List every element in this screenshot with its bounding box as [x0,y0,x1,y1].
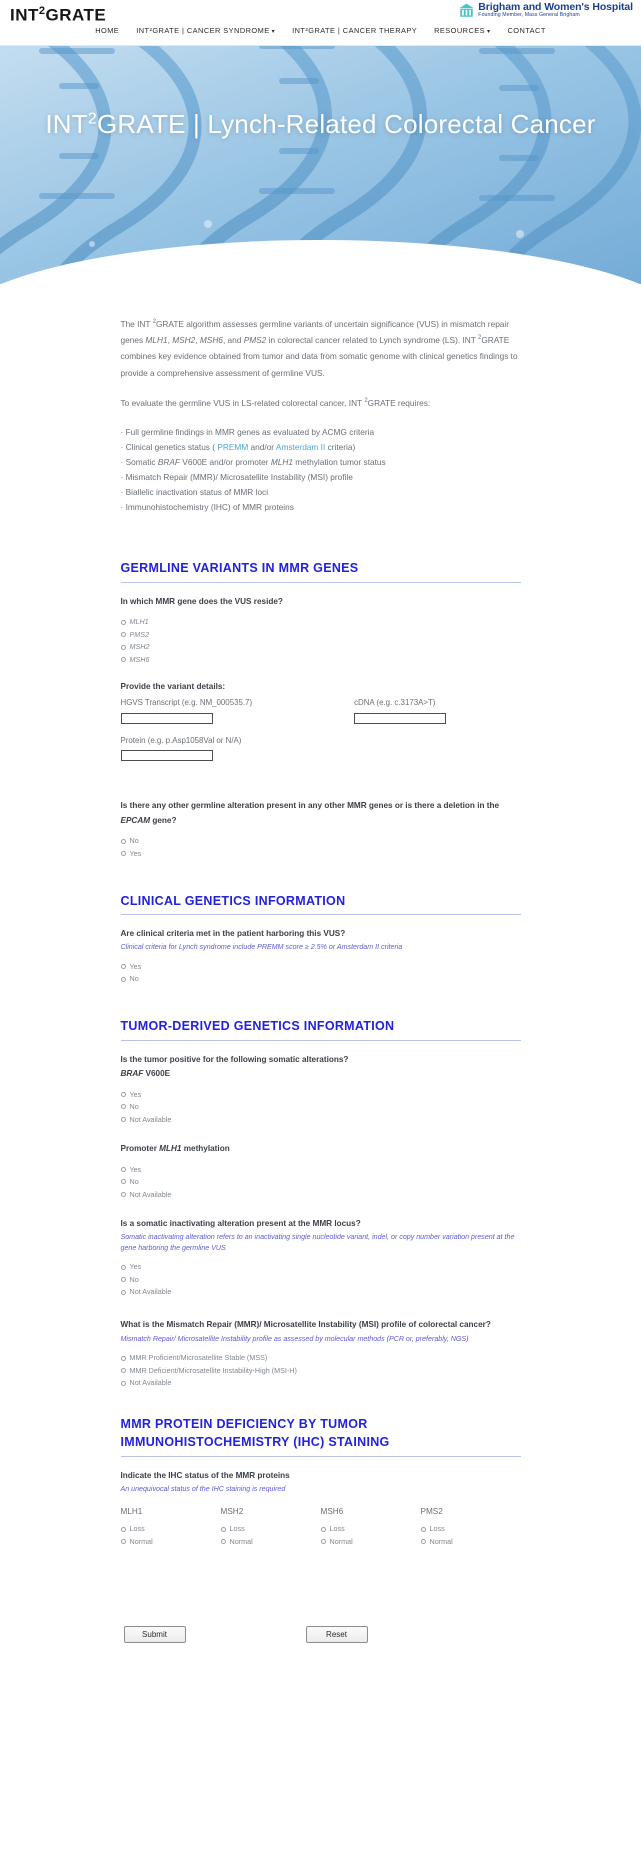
intro-superscript-1: 2 [152,319,156,326]
radio-option-msh2[interactable] [121,641,521,654]
radio-group-somatic-inactivating [121,1261,521,1299]
list-item: · Clinical genetics status ( PREMM and/or Amsterdam II criteria) [120,441,356,452]
section-heading-ihc: MMR PROTEIN DEFICIENCY BY TUMOR IMMUNOHISTOCHEMISTRY (IHC) STAINING [120,1417,390,1450]
ihc-column-header: PMS2 [420,1506,443,1516]
radio-circle-icon [121,1192,126,1197]
hint-msi-profile: Mismatch Repair/ Microsatellite Instability profile as assessed by molecular methods (PCR or, preferably, NGS) [120,1334,469,1343]
radio-circle-icon [121,1277,126,1282]
logo-text-main: INT [10,5,39,25]
nav-item-cancer-therapy-label: INT²GRATE | CANCER THERAPY [292,26,418,35]
radio-option-mss[interactable] [121,1352,521,1365]
link-amsterdam[interactable]: Amsterdam II [275,441,326,452]
radio-circle-icon [121,632,126,637]
question-ihc-status-label: Indicate the IHC status of the MMR proteins [120,1470,290,1480]
radio-label: Normal [129,1536,153,1546]
nav-item-cancer-syndrome-label: INT²GRATE | CANCER SYNDROME [136,26,270,35]
nav-item-cancer-therapy[interactable] [292,26,417,35]
radio-circle-icon [121,1539,126,1544]
list-item: · Biallelic inactivation status of MMR loci [120,487,269,498]
radio-option-braf-yes[interactable] [121,1088,521,1101]
intro-paragraph-1: The INT $^2$GRATE algorithm assesses germline variants of uncertain significance (VUS) in mismatch repair genes MLH1, MSH2, MSH6, and PMS2 in colorectal cancer related to Lynch syndrome (LS). INT $^2$GRATE combines key evidence obtained from tumor and data from somatic genome with clinical genetics findings to provide a comprehensive assessment of germline VUS. [120,319,518,378]
radio-circle-icon [121,1117,126,1122]
section-heading-germline: GERMLINE VARIANTS IN MMR GENES [120,561,359,576]
radio-option-msh6[interactable] [121,653,521,666]
nav-item-contact-label: CONTACT [507,26,546,35]
radio-circle-icon [321,1527,326,1532]
section-ihc [121,1415,521,1548]
chevron-down-icon: ▾ [487,29,491,35]
radio-label: Yes [129,961,142,971]
site-header [0,0,641,46]
section-divider [121,914,521,915]
radio-option-other-no[interactable] [121,835,521,848]
ihc-column-header: MSH6 [320,1506,344,1516]
radio-group-msi-profile [121,1352,521,1390]
radio-label: Not Available [129,1114,172,1124]
radio-circle-icon [121,645,126,650]
radio-circle-icon [121,1167,126,1172]
question-other-alteration-label: Is there any other germline alteration present in any other MMR genes or is there a deletion in the EPCAM gene? [120,801,500,825]
radio-label: No [129,1274,139,1284]
radio-circle-icon [121,977,126,982]
radio-circle-icon [121,620,126,625]
intro-superscript-3: 2 [364,397,368,404]
hospital-subtitle: Founding Member, Mass General Brigham [478,12,580,19]
radio-circle-icon [121,1265,126,1270]
radio-circle-icon [321,1539,326,1544]
radio-label: Yes [129,848,142,858]
intro-paragraph-2: To evaluate the germline VUS in LS-related colorectal cancer, INT $^2$GRATE requires: [120,397,431,408]
ihc-column-msh6 [321,1507,421,1548]
radio-circle-icon [121,1527,126,1532]
hospital-logo[interactable] [459,2,633,18]
radio-option-pms2[interactable] [121,628,521,641]
radio-circle-icon [121,1092,126,1097]
radio-circle-icon [121,1104,126,1109]
radio-group-clinical-criteria [121,960,521,985]
protein-field-group [121,734,521,761]
cdna-field-group [354,696,446,723]
radio-option-braf-no[interactable] [121,1101,521,1114]
radio-option-methylation-no[interactable] [121,1176,521,1189]
section-tumor-genetics [121,1017,521,1389]
list-item: · Somatic BRAF V600E and/or promoter MLH1 methylation tumor status [120,457,386,468]
radio-label: Loss [129,1524,145,1534]
radio-option-other-yes[interactable] [121,847,521,860]
section-divider [121,582,521,583]
radio-option-somatic-yes[interactable] [121,1261,521,1274]
radio-label: MSH2 [129,642,150,652]
radio-label: No [129,974,139,984]
radio-label: Yes [129,1164,142,1174]
radio-circle-icon [121,839,126,844]
nav-item-resources[interactable] [434,26,490,35]
hospital-building-icon [459,3,474,18]
question-clinical-criteria-label: Are clinical criteria met in the patient harboring this VUS? [120,929,346,939]
radio-circle-icon [421,1527,426,1532]
radio-option-methylation-yes[interactable] [121,1163,521,1176]
hospital-name: Brigham and Women's Hospital [478,1,633,13]
section-heading-tumor: TUMOR-DERIVED GENETICS INFORMATION [120,1019,395,1034]
chevron-down-icon: ▾ [271,29,276,35]
radio-group-methylation [121,1163,521,1201]
hint-somatic-inactivating: Somatic inactivating alteration refers to an inactivating single nucleotide variant, indel, or copy number variation present at the gene harboring the germline VUS [120,1232,515,1252]
radio-option-msh2-normal[interactable] [221,1535,321,1548]
radio-label: Yes [129,1089,142,1099]
hgvs-transcript-input[interactable] [121,713,213,724]
radio-circle-icon [121,1368,126,1373]
page-title-post: GRATE | Lynch-Related Colorectal Cancer [96,109,596,139]
reset-button[interactable]: Reset [306,1626,368,1643]
radio-circle-icon [121,657,126,662]
hint-ihc-status: An unequivocal status of the IHC staining is required [120,1484,286,1493]
variant-details-label: Provide the variant details: [120,681,226,691]
question-gene-label: In which MMR gene does the VUS reside? [120,596,283,606]
ihc-column-header: MLH1 [120,1506,143,1516]
variant-fields-row [121,696,521,723]
section-heading-clinical: CLINICAL GENETICS INFORMATION [120,893,346,908]
section-divider [121,1456,521,1457]
radio-label: Normal [329,1536,353,1546]
radio-circle-icon [121,851,126,856]
cdna-input[interactable] [354,713,446,724]
radio-option-clinical-yes[interactable] [121,960,521,973]
hero-banner [0,46,641,284]
radio-option-braf-na[interactable] [121,1113,521,1126]
protein-label: Protein (e.g. p.Asp1058Val or N/A) [120,735,242,745]
radio-label: Yes [129,1262,142,1272]
radio-option-msi-na[interactable] [121,1377,521,1390]
nav-item-resources-label: RESOURCES [434,26,485,35]
radio-option-methylation-na[interactable] [121,1188,521,1201]
radio-option-mlh1-normal[interactable] [121,1535,221,1548]
ihc-protein-grid [121,1507,521,1548]
submit-button[interactable]: Submit [124,1626,186,1643]
list-item: · Mismatch Repair (MMR)/ Microsatellite Instability (MSI) profile [120,472,353,483]
intro-superscript-2: 2 [477,335,482,342]
radio-label: Not Available [129,1189,172,1199]
radio-circle-icon [121,1356,126,1361]
radio-circle-icon [121,964,126,969]
list-item: · Full germline findings in MMR genes as evaluated by ACMG criteria [120,426,375,437]
page-title-pre: INT [45,109,88,139]
radio-group-gene [121,616,521,666]
nav-item-home-label: HOME [95,26,120,35]
radio-label: Normal [229,1536,253,1546]
radio-label: MLH1 [129,617,149,627]
page-title-superscript: 2 [87,110,97,128]
page-title [0,108,641,141]
section-divider [121,1040,521,1041]
radio-label: Loss [329,1524,345,1534]
radio-option-pms2-loss[interactable] [421,1523,521,1536]
radio-option-msh6-loss[interactable] [321,1523,421,1536]
radio-label: No [129,1102,139,1112]
question-somatic-inactivating-label: Is a somatic inactivating alteration present at the MMR locus? [120,1218,361,1228]
ihc-column-pms2 [421,1507,521,1548]
question-braf-sublabel: BRAF V600E [120,1068,171,1078]
radio-option-msh2-loss[interactable] [221,1523,321,1536]
cdna-label: cDNA (e.g. c.3173A>T) [354,698,436,708]
radio-option-clinical-no[interactable] [121,973,521,986]
link-premm[interactable]: PREMM [217,441,249,452]
radio-option-somatic-no[interactable] [121,1273,521,1286]
radio-option-mlh1-loss[interactable] [121,1523,221,1536]
question-msi-profile-label: What is the Mismatch Repair (MMR)/ Microsatellite Instability (MSI) profile of colorectal cancer? [120,1320,491,1330]
nav-item-home[interactable] [95,26,119,35]
radio-option-somatic-na[interactable] [121,1286,521,1299]
logo-superscript: 2 [38,5,46,17]
nav-item-contact[interactable] [507,26,545,35]
radio-label: MMR Proficient/Microsatellite Stable (MSS) [129,1353,268,1363]
radio-circle-icon [121,1290,126,1295]
ihc-column-header: MSH2 [220,1506,244,1516]
section-germline-variants [121,559,521,859]
radio-circle-icon [121,1381,126,1386]
radio-option-mlh1[interactable] [121,616,521,629]
radio-label: No [129,836,139,846]
radio-group-other-alteration [121,835,521,860]
nav-item-cancer-syndrome[interactable] [136,26,275,35]
hgvs-field-group [121,696,253,723]
question-somatic-alterations-label: Is the tumor positive for the following somatic alterations? [120,1054,349,1064]
radio-label: No [129,1177,139,1187]
radio-label: Not Available [129,1287,172,1297]
ihc-column-msh2 [221,1507,321,1548]
protein-input[interactable] [121,750,213,761]
section-clinical-genetics [121,892,521,985]
radio-circle-icon [221,1539,226,1544]
radio-label: Loss [229,1524,245,1534]
radio-label: Not Available [129,1378,172,1388]
logo-text-rest: GRATE [45,5,107,25]
radio-option-pms2-normal[interactable] [421,1535,521,1548]
hint-clinical-criteria: Clinical criteria for Lynch syndrome include PREMM score ≥ 2.5% or Amsterdam II criteria [120,943,403,952]
list-item: · Immunohistochemistry (IHC) of MMR proteins [120,502,294,513]
hgvs-label: HGVS Transcript (e.g. NM_000535.7) [120,698,253,708]
radio-circle-icon [421,1539,426,1544]
radio-label: PMS2 [129,629,150,639]
radio-label: Normal [429,1536,453,1546]
main-navigation [0,26,641,35]
requirements-list [121,425,521,516]
radio-option-msi-h[interactable] [121,1364,521,1377]
ihc-column-mlh1 [121,1507,221,1548]
radio-circle-icon [121,1179,126,1184]
form-actions [121,1626,521,1683]
radio-label: MSH6 [129,654,150,664]
radio-group-braf [121,1088,521,1126]
radio-label: Loss [429,1524,445,1534]
main-content [121,284,521,1683]
radio-option-msh6-normal[interactable] [321,1535,421,1548]
site-logo[interactable] [10,5,106,26]
radio-circle-icon [221,1527,226,1532]
radio-label: MMR Deficient/Microsatellite Instability-High (MSI-H) [129,1365,297,1375]
question-mlh1-methylation-label: Promoter MLH1 methylation [120,1143,230,1153]
